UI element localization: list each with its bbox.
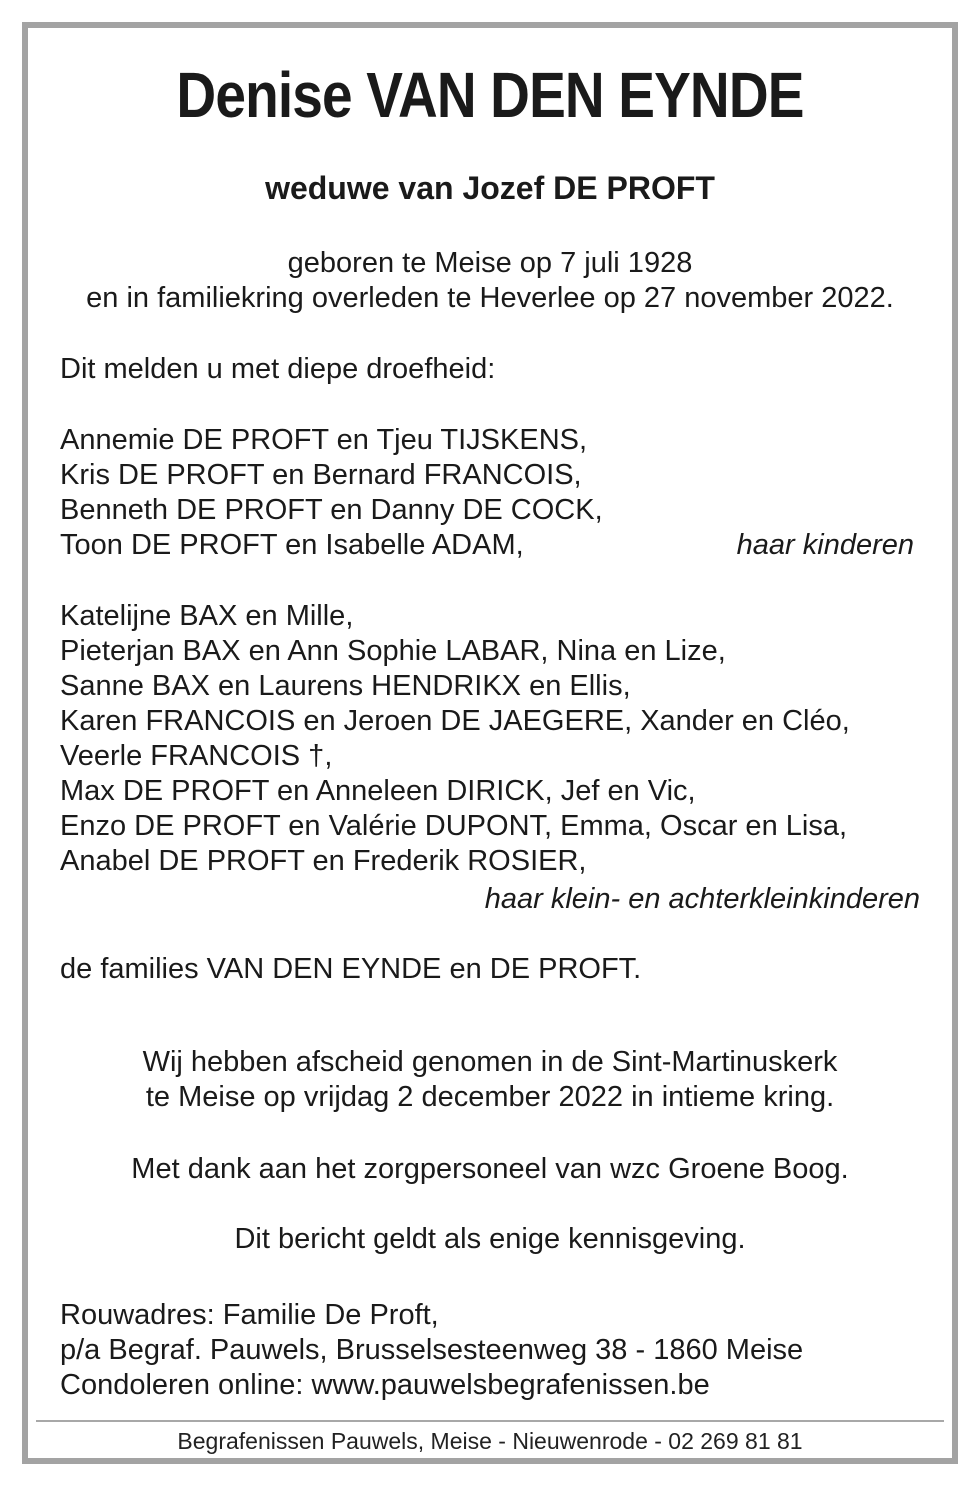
list-item: Enzo DE PROFT en Valérie DUPONT, Emma, Oscar en Lisa, <box>60 810 848 842</box>
notice-text: Dit bericht geldt als enige kennisgeving. <box>234 1223 746 1255</box>
list-item: Veerle FRANCOIS †, <box>60 740 333 772</box>
footer-divider <box>36 1420 944 1422</box>
intro-text: Dit melden u met diepe droefheid: <box>60 353 496 385</box>
dates-block <box>0 246 980 316</box>
list-item: Sanne BAX en Laurens HENDRIKX en Ellis, <box>60 670 631 702</box>
death-line: en in familiekring overleden te Heverlee op 27 november 2022. <box>86 282 894 314</box>
thanks-text: Met dank aan het zorgpersoneel van wzc Groene Boog. <box>131 1153 849 1185</box>
list-item: Katelijne BAX en Mille, <box>60 600 354 632</box>
list-item: Pieterjan BAX en Ann Sophie LABAR, Nina en Lize, <box>60 635 726 667</box>
address-line: p/a Begraf. Pauwels, Brusselsesteenweg 38 - 1860 Meise <box>60 1334 804 1366</box>
children-role: haar kinderen <box>736 529 914 561</box>
list-item: Annemie DE PROFT en Tjeu TIJSKENS, <box>60 424 588 456</box>
address-line: Condoleren online: www.pauwelsbegrafenissen.be <box>60 1369 710 1401</box>
farewell-block <box>0 1045 980 1115</box>
grandchildren-role: haar klein- en achterkleinkinderen <box>484 883 920 915</box>
footer-text: Begrafenissen Pauwels, Meise - Nieuwenrode - 02 269 81 81 <box>177 1428 803 1454</box>
deceased-name: Denise VAN DEN EYNDE <box>176 59 804 131</box>
list-item: Kris DE PROFT en Bernard FRANCOIS, <box>60 459 582 491</box>
widow-of: weduwe van Jozef DE PROFT <box>265 170 715 206</box>
families-text: de families VAN DEN EYNDE en DE PROFT. <box>60 953 642 985</box>
list-item: Benneth DE PROFT en Danny DE COCK, <box>60 494 603 526</box>
children-list <box>60 423 603 563</box>
grandchildren-list <box>60 599 850 879</box>
list-item: Anabel DE PROFT en Frederik ROSIER, <box>60 845 587 877</box>
list-item: Toon DE PROFT en Isabelle ADAM, <box>60 529 524 561</box>
address-line: Rouwadres: Familie De Proft, <box>60 1299 439 1331</box>
farewell-line: te Meise op vrijdag 2 december 2022 in intieme kring. <box>145 1081 835 1113</box>
list-item: Max DE PROFT en Anneleen DIRICK, Jef en Vic, <box>60 775 696 807</box>
birth-line: geboren te Meise op 7 juli 1928 <box>287 247 693 279</box>
farewell-line: Wij hebben afscheid genomen in de Sint-Martinuskerk <box>142 1046 838 1078</box>
address-block <box>60 1298 803 1403</box>
list-item: Karen FRANCOIS en Jeroen DE JAEGERE, Xander en Cléo, <box>60 705 850 737</box>
